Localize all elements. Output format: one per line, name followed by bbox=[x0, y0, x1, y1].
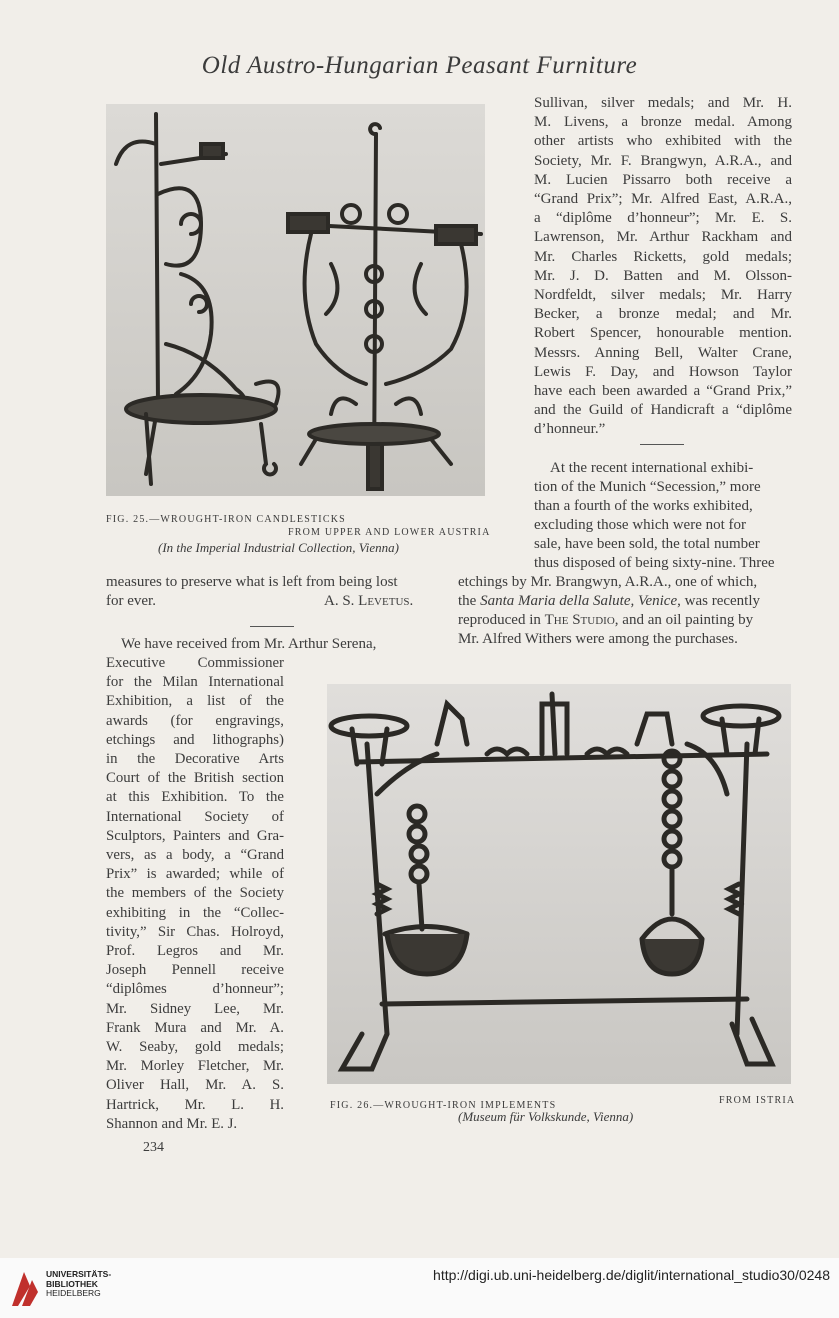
milan-awards-line: Shannon and Mr. E. J. bbox=[106, 1115, 238, 1132]
milan-awards-line: International Society of bbox=[106, 808, 284, 825]
milan-awards-line: etchings and lithographs) bbox=[106, 731, 284, 748]
logo-line-1: UNIVERSITÄTS- bbox=[46, 1269, 112, 1279]
milan-awards-line: Executive Commissioner bbox=[106, 655, 284, 671]
milan-awards-line: exhibiting in the “Collec- bbox=[106, 904, 284, 921]
milan-awards-line: awards (for engravings, bbox=[106, 712, 284, 729]
logo-line-2: BIBLIOTHEK bbox=[46, 1278, 98, 1289]
wrought-iron-implements-illustration bbox=[327, 684, 791, 1084]
milan-awards-line: Court of the British section bbox=[106, 770, 284, 787]
secession-line-1: At the recent international exhibi- bbox=[550, 460, 754, 476]
permalink-url[interactable]: http://digi.ub.uni-heidelberg.de/diglit/international_studio30/0248 bbox=[433, 1267, 830, 1283]
figure-26-photo bbox=[327, 684, 791, 1084]
secession-line-8: the Santa Maria della Salute, Venice, was recently bbox=[458, 593, 761, 609]
figure-26-caption-origin: FROM ISTRIA bbox=[719, 1095, 796, 1106]
milan-awards-line: Prix” is awarded; while of bbox=[106, 866, 284, 883]
awards-text-line: Lawrenson, Mr. Arthur Rackham and bbox=[534, 229, 792, 246]
the-studio-name: The Studio bbox=[544, 612, 615, 628]
milan-awards-line: Prof. Legros and Mr. bbox=[106, 943, 284, 960]
candlesticks-illustration bbox=[106, 104, 485, 496]
milan-awards-line: Joseph Pennell receive bbox=[106, 962, 284, 979]
artwork-title: Santa Maria della Salute, Venice bbox=[480, 593, 678, 609]
article-closing-line-1: measures to preserve what is left from being lost bbox=[106, 574, 398, 590]
milan-awards-text bbox=[106, 654, 284, 1134]
milan-awards-line: in the Decorative Arts bbox=[106, 751, 284, 768]
secession-line-2: tion of the Munich “Secession,” more bbox=[534, 479, 761, 495]
awards-text-line: Sullivan, silver medals; and Mr. H. bbox=[534, 95, 792, 111]
secession-line-6: thus disposed of being sixty-nine. Three bbox=[534, 555, 775, 571]
secession-line-10: Mr. Alfred Withers were among the purchases. bbox=[458, 631, 738, 647]
figure-25-caption-collection: (In the Imperial Industrial Collection, Vienna) bbox=[158, 540, 399, 555]
section-divider-left bbox=[250, 626, 294, 627]
author-signature: A. S. Levetus. bbox=[324, 593, 414, 609]
university-library-logo-icon bbox=[8, 1266, 40, 1310]
figure-25-caption-title: FIG. 25.—WROUGHT-IRON CANDLESTICKS bbox=[106, 514, 346, 525]
library-footer bbox=[0, 1258, 839, 1318]
secession-line-3: than a fourth of the works exhibited, bbox=[534, 498, 753, 514]
milan-awards-line: Frank Mura and Mr. A. bbox=[106, 1019, 284, 1036]
figure-26-caption-collection: (Museum für Volkskunde, Vienna) bbox=[458, 1109, 634, 1124]
awards-text-line: Lewis F. Day, and Howson Taylor bbox=[534, 363, 792, 380]
milan-awards-line: Hartrick, Mr. L. H. bbox=[106, 1096, 284, 1113]
milan-awards-line: the members of the Society bbox=[106, 885, 284, 902]
milan-awards-line: vers, as a body, a “Grand bbox=[106, 847, 284, 864]
milan-awards-line: “diplômes d’honneur”; bbox=[106, 981, 284, 998]
page-number: 234 bbox=[143, 1140, 164, 1155]
milan-awards-line: for the Milan International bbox=[106, 674, 284, 691]
awards-text-line: M. Lucien Pissarro both receive a bbox=[534, 171, 792, 188]
figure-26-caption-title: FIG. 26.—WROUGHT-IRON IMPLEMENTS bbox=[330, 1100, 557, 1111]
article-closing-line-2: for ever. bbox=[106, 593, 156, 609]
awards-text-line: M. Livens, a bronze medal. Among bbox=[534, 114, 792, 131]
right-column-top-text bbox=[534, 94, 792, 440]
awards-text-line: Robert Spencer, honourable mention. bbox=[534, 325, 792, 342]
section-divider-right bbox=[640, 444, 684, 445]
milan-awards-line: Oliver Hall, Mr. A. S. bbox=[106, 1077, 284, 1094]
awards-text-line: Becker, a bronze medal; and Mr. bbox=[534, 306, 792, 323]
milan-awards-line: Mr. Morley Fletcher, Mr. bbox=[106, 1058, 284, 1075]
awards-text-line: Messrs. Anning Bell, Walter Crane, bbox=[534, 344, 792, 361]
awards-text-line: and the Guild of Handicraft a “diplôme bbox=[534, 402, 792, 419]
awards-text-line: Nordfeldt, silver medals; Mr. Harry bbox=[534, 287, 792, 304]
secession-line-7: etchings by Mr. Brangwyn, A.R.A., one of which, bbox=[458, 574, 758, 590]
figure-25-photo bbox=[106, 104, 485, 496]
library-logo-text bbox=[46, 1270, 111, 1299]
awards-text-line: a “diplôme d’honneur”; Mr. E. S. bbox=[534, 210, 792, 227]
awards-text-line: Mr. J. D. Batten and M. Olsson- bbox=[534, 267, 792, 284]
secession-line-5: sale, have been sold, the total number bbox=[534, 536, 760, 552]
awards-text-line: other artists who exhibited with the bbox=[534, 133, 792, 150]
milan-awards-line: Mr. Sidney Lee, Mr. bbox=[106, 1000, 284, 1017]
awards-text-line: d’honneur.” bbox=[534, 421, 606, 438]
figure-25-caption-origin: FROM UPPER AND LOWER AUSTRIA bbox=[288, 527, 491, 538]
awards-text-line: have each been awarded a “Grand Prix,” bbox=[534, 383, 792, 400]
milan-first-line: We have received from Mr. Arthur Serena, bbox=[121, 636, 377, 652]
milan-awards-line: Sculptors, Painters and Gra- bbox=[106, 827, 284, 844]
milan-awards-line: at this Exhibition. To the bbox=[106, 789, 284, 806]
milan-awards-line: tivity,” Sir Chas. Holroyd, bbox=[106, 923, 284, 940]
secession-line-4: excluding those which were not for bbox=[534, 517, 747, 533]
milan-awards-line: W. Seaby, gold medals; bbox=[106, 1039, 284, 1056]
awards-text-line: “Grand Prix”; Mr. Alfred East, A.R.A., bbox=[534, 191, 792, 208]
awards-text-line: Society, Mr. F. Brangwyn, A.R.A., and bbox=[534, 152, 792, 169]
logo-line-3: HEIDELBERG bbox=[46, 1288, 101, 1298]
milan-awards-line: Exhibition, a list of the bbox=[106, 693, 284, 710]
secession-line-9: reproduced in The Studio, and an oil painting by bbox=[458, 612, 754, 628]
awards-text-line: Mr. Charles Ricketts, gold medals; bbox=[534, 248, 792, 265]
page-title: Old Austro-Hungarian Peasant Furniture bbox=[201, 52, 638, 79]
